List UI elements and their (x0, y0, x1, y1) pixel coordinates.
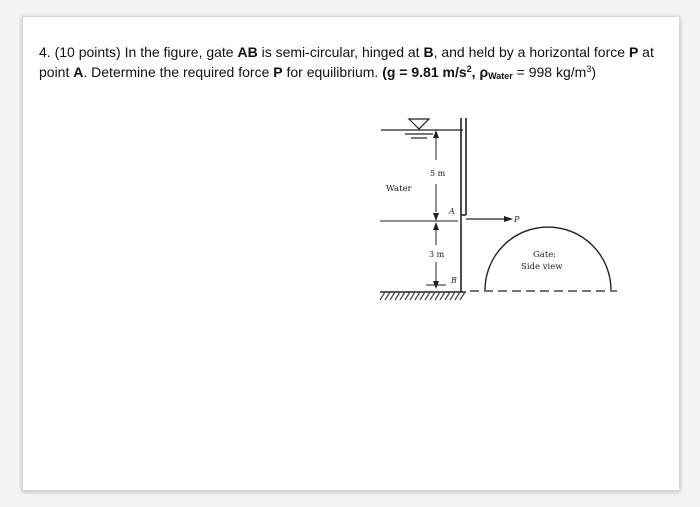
close-paren: ) (591, 64, 597, 80)
wall (461, 118, 466, 292)
water-surface (381, 130, 463, 138)
free-surface-icon (409, 119, 429, 129)
force-p: P (273, 64, 283, 80)
gate-ab: AB (237, 44, 258, 60)
problem-text: . Determine the required force (83, 64, 270, 80)
ground-hatch (380, 292, 465, 300)
hinge-b: B (423, 44, 434, 60)
rho-subscript: Water (488, 71, 513, 81)
problem-text: In the figure, gate (124, 44, 234, 60)
dimension-lines (380, 134, 458, 285)
exponent: 2 (466, 64, 472, 74)
force-arrowhead (504, 216, 513, 222)
force-p: P (628, 44, 639, 60)
given-g: (g = 9.81 m/s (382, 64, 467, 80)
problem-points: (10 points) (54, 44, 121, 60)
separator: , (471, 64, 480, 80)
side-view-label: Side view (521, 262, 563, 272)
problem-text: at point (39, 44, 654, 80)
given-rho: = 998 kg/m (512, 64, 587, 80)
rho-symbol: ρ (479, 64, 489, 80)
water-label: Water (386, 184, 412, 194)
problem-text: , and held by a horizontal force (433, 44, 626, 60)
point-a: A (73, 64, 84, 80)
point-a-label: A (449, 207, 455, 216)
problem-text: for equilibrium. (286, 64, 379, 80)
force-p-label: P (514, 215, 520, 224)
depth-5m-label: 5 m (430, 169, 446, 178)
point-b-label: B (451, 276, 457, 285)
depth-3m-label: 3 m (429, 250, 445, 259)
exponent: 3 (586, 64, 592, 74)
problem-number: 4. (39, 44, 51, 60)
problem-text: is semi-circular, hinged at (261, 44, 420, 60)
gate-label: Gate: (533, 250, 557, 260)
